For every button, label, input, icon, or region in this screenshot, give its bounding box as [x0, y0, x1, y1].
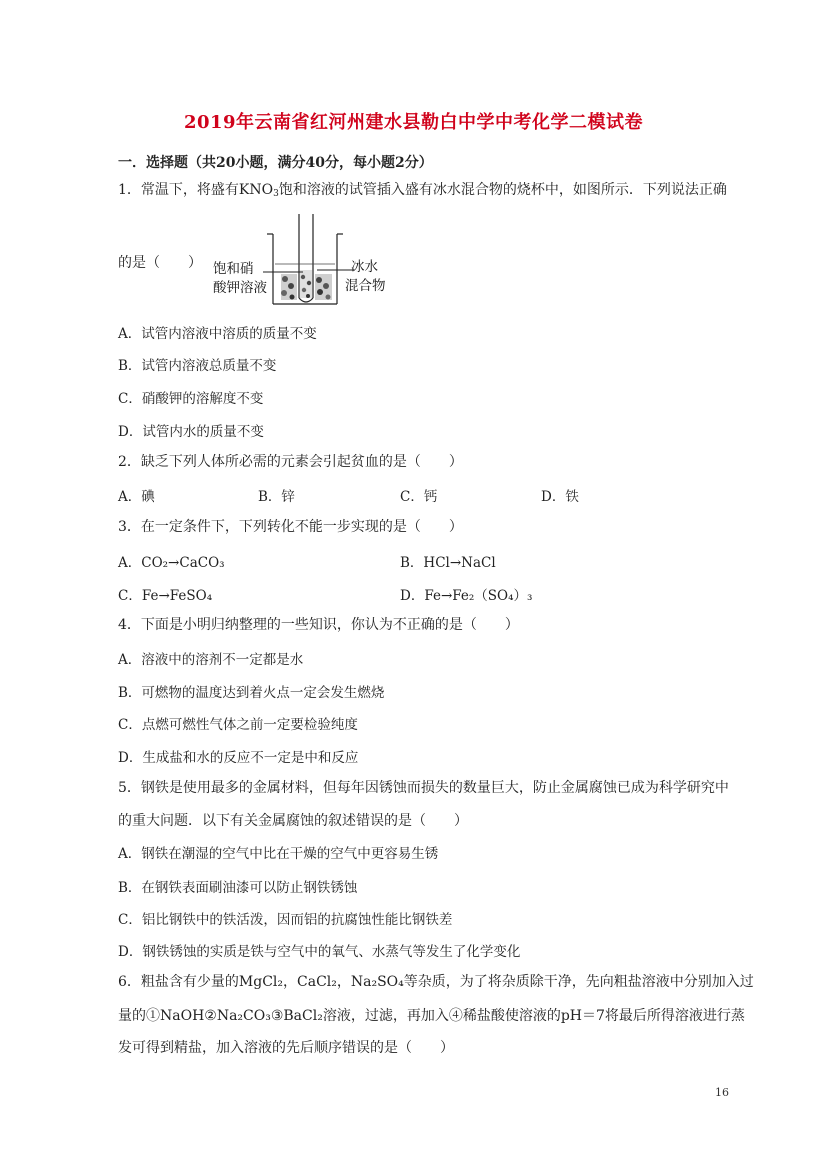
- q4-option-c: C．点燃可燃性气体之前一定要检验纯度: [118, 717, 358, 733]
- q5-option-b: B．在钢铁表面刷油漆可以防止钢铁锈蚀: [118, 880, 358, 896]
- q3-option-d: D．Fe→Fe₂（SO₄）₃: [400, 588, 533, 604]
- q1-option-a: A．试管内溶液中溶质的质量不变: [118, 326, 317, 342]
- q1-option-b: B．试管内溶液总质量不变: [118, 358, 277, 374]
- q4-option-a: A．溶液中的溶剂不一定都是水: [118, 652, 304, 668]
- figure-label-right-line2: 混合物: [345, 278, 386, 294]
- question-6-line-1: 6．粗盐含有少量的MgCl₂，CaCl₂，Na₂SO₄等杂质，为了将杂质除干净，先向粗盐溶液中分别加入过: [118, 974, 754, 990]
- q4-option-d: D．生成盐和水的反应不一定是中和反应: [118, 750, 359, 766]
- q1-option-d: D．试管内水的质量不变: [118, 424, 264, 440]
- q5-option-d: D．钢铁锈蚀的实质是铁与空气中的氧气、水蒸气等发生了化学变化: [118, 944, 521, 960]
- question-5-stem: 5．钢铁是使用最多的金属材料，但每年因锈蚀而损失的数量巨大，防止金属腐蚀已成为科学研究中: [118, 780, 729, 796]
- beaker-figure: [205, 212, 391, 308]
- q3-option-c: C．Fe→FeSO₄: [118, 588, 213, 604]
- question-2-stem: 2．缺乏下列人体所必需的元素会引起贫血的是（ ）: [118, 454, 463, 470]
- question-6-line-2: 量的①NaOH②Na₂CO₃③BaCl₂溶液，过滤，再加入④稀盐酸使溶液的pH＝7将最后所得溶液进行蒸: [118, 1008, 745, 1024]
- figure-label-left-line2: 酸钾溶液: [213, 280, 267, 296]
- page-title: 2019年云南省红河州建水县勒白中学中考化学二模试卷: [183, 112, 644, 133]
- figure-label-right-line1: 冰水: [351, 259, 378, 275]
- question-3-stem: 3．在一定条件下，下列转化不能一步实现的是（ ）: [118, 519, 463, 535]
- q1-stem-subscript: 3: [273, 189, 279, 199]
- q2-option-d: D．铁: [541, 489, 579, 505]
- figure-label-saturated-kno3: [213, 260, 267, 298]
- question-6-line-3: 发可得到精盐，加入溶液的先后顺序错误的是（ ）: [118, 1040, 454, 1056]
- question-5-stem-continued: 的重大问题．以下有关金属腐蚀的叙述错误的是（ ）: [118, 813, 468, 829]
- question-4-stem: 4．下面是小明归纳整理的一些知识，你认为不正确的是（ ）: [118, 617, 519, 633]
- figure-label-left-line1: 饱和硝: [213, 261, 254, 277]
- question-1-stem: [118, 180, 727, 204]
- q1-stem-part-a: 1．常温下，将盛有KNO: [118, 182, 274, 198]
- page-number: 16: [715, 1086, 729, 1099]
- figure-label-ice-water: [345, 258, 386, 296]
- q5-option-a: A．钢铁在潮湿的空气中比在干燥的空气中更容易生锈: [118, 846, 439, 862]
- q4-option-b: B．可燃物的温度达到着火点一定会发生燃烧: [118, 685, 385, 701]
- q1-option-c: C．硝酸钾的溶解度不变: [118, 391, 264, 407]
- q1-stem-part-b: 饱和溶液的试管插入盛有冰水混合物的烧杯中，如图所示．下列说法正确: [278, 182, 727, 198]
- q3-option-a: A．CO₂→CaCO₃: [118, 555, 225, 571]
- q5-option-c: C．铝比钢铁中的铁活泼，因而铝的抗腐蚀性能比钢铁差: [118, 912, 453, 928]
- q2-option-c: C．钙: [400, 489, 438, 505]
- question-1-stem-continued: 的是（ ）: [118, 255, 202, 271]
- q2-option-b: B．锌: [258, 489, 295, 505]
- q3-option-b: B．HCl→NaCl: [400, 555, 496, 571]
- q2-option-a: A．碘: [118, 489, 155, 505]
- section-heading: 一．选择题（共20小题，满分40分，每小题2分）: [118, 155, 433, 171]
